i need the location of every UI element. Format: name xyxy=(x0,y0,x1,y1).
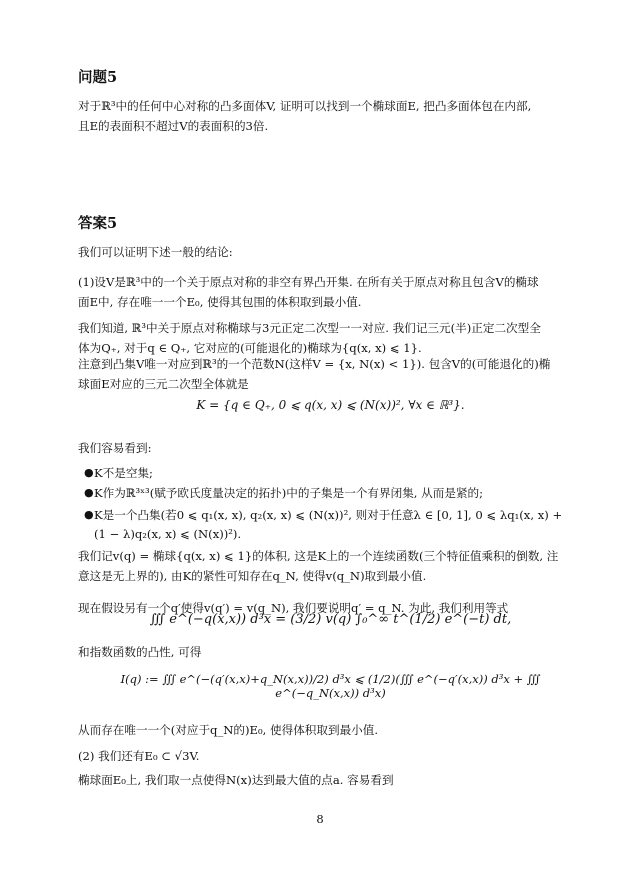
bullet-icon: ● xyxy=(84,508,94,521)
bullet-1-text: K不是空集; xyxy=(94,466,153,480)
problem-line-2: 且E的表面积不超过V的表面积的3倍. xyxy=(78,119,269,133)
list-item xyxy=(84,483,584,503)
para3-line-1: 注意到凸集V唯一对应到ℝ³的一个范数N(这样V = {x, N(x) < 1}). 包含V的(可能退化的)椭 xyxy=(78,357,551,371)
bullet-3-line-1: K是一个凸集(若0 ⩽ q₁(x, x), q₂(x, x) ⩽ (N(x))², 则对于任意λ ∈ [0, 1], 0 ⩽ λq₁(x, x) + xyxy=(94,508,563,522)
easy-see-text: 我们容易看到: xyxy=(78,441,152,455)
para7-text: 从而存在唯一一个(对应于q_N的)E₀, 使得体积取到最小值. xyxy=(78,723,379,737)
para2-line-1: 我们知道, ℝ³中关于原点对称椭球与3元正定二次型一一对应. 我们记三元(半)正定二次型全 xyxy=(78,321,541,335)
para3-line-2: 球面E对应的三元二次型全体就是 xyxy=(78,377,249,391)
equation-integral: ∭ e^(−q(x,x)) d³x = (3/2) v(q) ∫₀^∞ t^(1/2) e^(−t) dt, xyxy=(149,612,512,627)
equation-K: K = {q ∈ Q₊, 0 ⩽ q(x, x) ⩽ (N(x))², ∀x ∈ ℝ³}. xyxy=(196,398,465,412)
bullet-3-line-2: (1 − λ)q₂(x, x) ⩽ (N(x))²). xyxy=(94,527,242,541)
answer-intro: 我们可以证明下述一般的结论: xyxy=(78,245,233,259)
list-item xyxy=(84,505,584,525)
para6-text: 和指数函数的凸性, 可得 xyxy=(78,645,202,659)
claim1-line-1: (1)设V是ℝ³中的一个关于原点对称的非空有界凸开集. 在所有关于原点对称且包含V的椭球 xyxy=(78,275,539,289)
problem-line-1: 对于ℝ³中的任何中心对称的凸多面体V, 证明可以找到一个椭球面E, 把凸多面体包在内部, xyxy=(78,99,532,113)
para8-text: 椭球面E₀上, 我们取一点使得N(x)达到最大值的点a. 容易看到 xyxy=(78,773,394,787)
bullet-icon: ● xyxy=(84,486,94,499)
para4-line-1: 我们记v(q) = 椭球{q(x, x) ⩽ 1}的体积, 这是K上的一个连续函数(三个特征值乘积的倒数, 注 xyxy=(78,549,559,563)
list-item xyxy=(84,463,584,483)
para2-line-2: 体为Q₊, 对于q ∈ Q₊, 它对应的(可能退化的)椭球为{q(x, x) ⩽ 1}. xyxy=(78,341,422,355)
bullet-icon: ● xyxy=(84,466,94,479)
answer-heading: 答案5 xyxy=(78,215,118,232)
bullet-2-text: K作为ℝ³ˣ³(赋予欧氏度量决定的拓扑)中的子集是一个有界闭集, 从而是紧的; xyxy=(94,486,484,500)
page-number: 8 xyxy=(316,812,324,826)
para4-line-2: 意这是无上界的), 由K的紧性可知存在q_N, 使得v(q_N)取到最小值. xyxy=(78,569,427,583)
problem-heading: 问题5 xyxy=(78,69,118,86)
para5-text: 现在假设另有一个q′使得v(q′) = v(q_N), 我们要说明q′ = q_N. 为此, 我们利用等式 xyxy=(78,601,509,615)
claim2-text: (2) 我们还有E₀ ⊂ √3V. xyxy=(78,749,200,763)
claim1-line-2: 面E中, 存在唯一一个E₀, 使得其包围的体积取到最小值. xyxy=(78,295,362,309)
equation-I: I(q) := ∭ e^(−(q′(x,x)+q_N(x,x))/2) d³x ⩽ (1/2)(∭ e^(−q′(x,x)) d³x + ∭ e^(−q_N(x,x)) d³x) xyxy=(120,672,541,700)
